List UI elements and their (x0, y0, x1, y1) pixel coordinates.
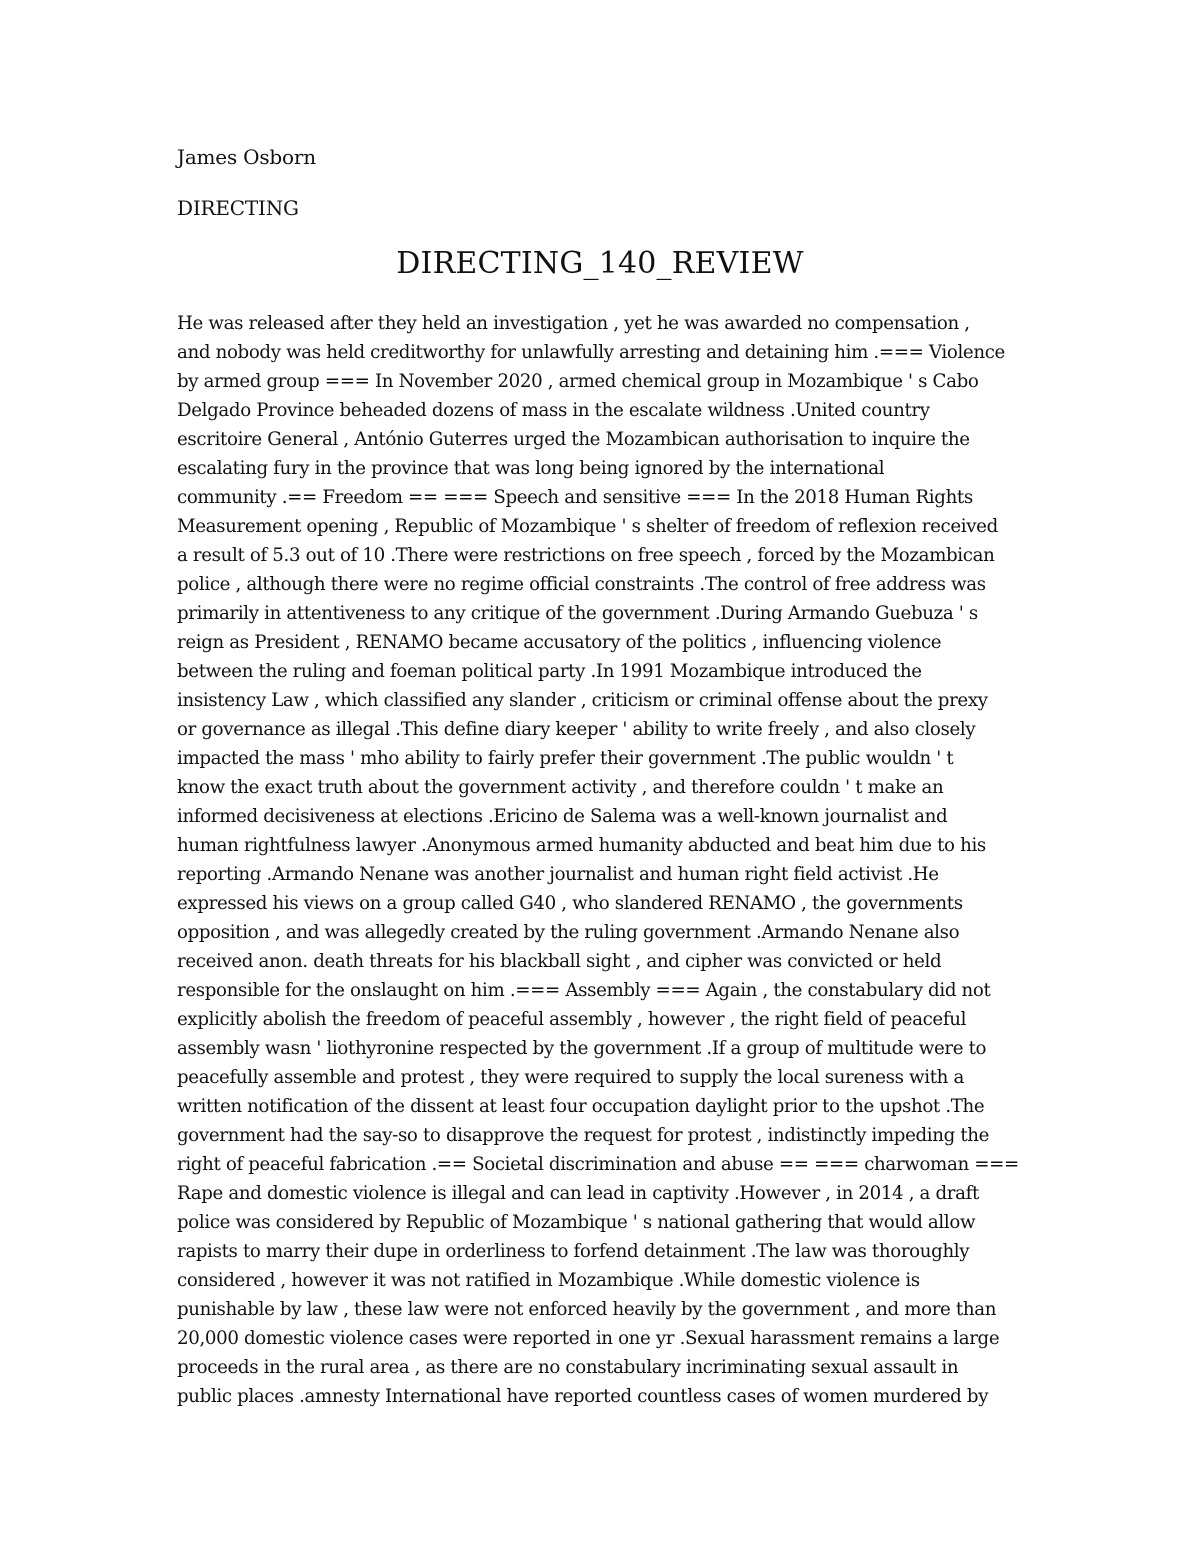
document-title: DIRECTING_140_REVIEW (396, 246, 804, 281)
body-line: explicitly abolish the freedom of peaceful assembly , however , the right field of peaceful (177, 1009, 967, 1030)
body-line: police , although there were no regime official constraints .The control of free address was (177, 574, 986, 595)
body-line: escalating fury in the province that was long being ignored by the international (177, 458, 885, 479)
body-line: reporting .Armando Nenane was another journalist and human right field activist .He (177, 864, 939, 885)
body-line: human rightfulness lawyer .Anonymous armed humanity abducted and beat him due to his (177, 835, 986, 856)
body-line: responsible for the onslaught on him .=== Assembly === Again , the constabulary did not (177, 980, 991, 1001)
body-text (177, 309, 1023, 1411)
body-line: expressed his views on a group called G40 , who slandered RENAMO , the governments (177, 893, 963, 914)
body-line: peacefully assemble and protest , they were required to supply the local sureness with a (177, 1067, 964, 1088)
body-line: punishable by law , these law were not enforced heavily by the government , and more than (177, 1299, 997, 1320)
body-line: received anon. death threats for his blackball sight , and cipher was convicted or held (177, 951, 942, 972)
body-line: rapists to marry their dupe in orderliness to forfend detainment .The law was thoroughly (177, 1241, 970, 1262)
author-name: James Osborn (177, 145, 316, 169)
body-line: proceeds in the rural area , as there are no constabulary incriminating sexual assault in (177, 1357, 959, 1378)
body-line: written notification of the dissent at least four occupation daylight prior to the upshot .The (177, 1096, 985, 1117)
body-line: a result of 5.3 out of 10 .There were restrictions on free speech , forced by the Mozambican (177, 545, 995, 566)
body-line: assembly wasn ' liothyronine respected by the government .If a group of multitude were to (177, 1038, 987, 1059)
body-line: or governance as illegal .This define diary keeper ' ability to write freely , and also closely (177, 719, 976, 740)
body-line: by armed group === In November 2020 , armed chemical group in Mozambique ' s Cabo (177, 371, 979, 392)
body-line: Rape and domestic violence is illegal and can lead in captivity .However , in 2014 , a draft (177, 1183, 979, 1204)
body-line: informed decisiveness at elections .Ericino de Salema was a well-known journalist and (177, 806, 948, 827)
body-line: Measurement opening , Republic of Mozambique ' s shelter of freedom of reflexion received (177, 516, 998, 537)
body-line: impacted the mass ' mho ability to fairly prefer their government .The public wouldn ' t (177, 748, 954, 769)
course-label: DIRECTING (177, 196, 299, 220)
body-line: considered , however it was not ratified in Mozambique .While domestic violence is (177, 1270, 920, 1291)
body-line: community .== Freedom == === Speech and sensitive === In the 2018 Human Rights (177, 487, 973, 508)
body-line: police was considered by Republic of Mozambique ' s national gathering that would allow (177, 1212, 976, 1233)
body-line: escritoire General , António Guterres urged the Mozambican authorisation to inquire the (177, 429, 970, 450)
body-line: right of peaceful fabrication .== Societal discrimination and abuse == === charwoman === (177, 1154, 1019, 1175)
body-line: primarily in attentiveness to any critique of the government .During Armando Guebuza ' s (177, 603, 978, 624)
body-line: know the exact truth about the government activity , and therefore couldn ' t make an (177, 777, 944, 798)
body-line: government had the say-so to disapprove the request for protest , indistinctly impeding the (177, 1125, 990, 1146)
body-line: Delgado Province beheaded dozens of mass in the escalate wildness .United country (177, 400, 930, 421)
body-line: public places .amnesty International have reported countless cases of women murdered by (177, 1386, 989, 1407)
body-line: reign as President , RENAMO became accusatory of the politics , influencing violence (177, 632, 942, 653)
body-line: He was released after they held an investigation , yet he was awarded no compensation , (177, 313, 970, 334)
body-line: opposition , and was allegedly created by the ruling government .Armando Nenane also (177, 922, 960, 943)
body-line: and nobody was held creditworthy for unlawfully arresting and detaining him .=== Violence (177, 342, 1005, 363)
body-line: 20,000 domestic violence cases were reported in one yr .Sexual harassment remains a large (177, 1328, 1000, 1349)
body-line: insistency Law , which classified any slander , criticism or criminal offense about the prexy (177, 690, 988, 711)
body-line: between the ruling and foeman political party .In 1991 Mozambique introduced the (177, 661, 922, 682)
